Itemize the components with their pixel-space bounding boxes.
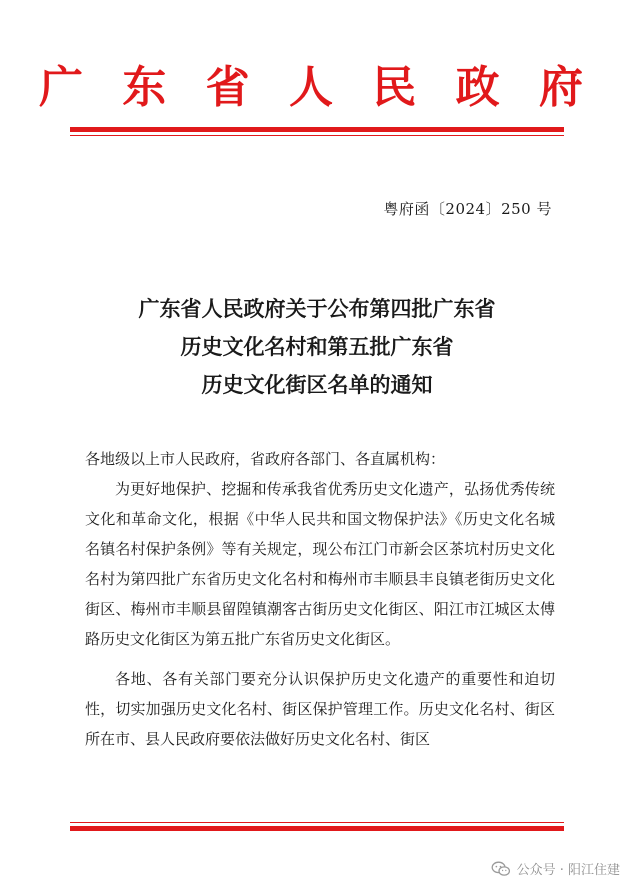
watermark-text: 公众号 · 阳江住建 — [516, 863, 620, 878]
wechat-watermark — [491, 859, 620, 878]
document-number: 粤府函〔2024〕250 号 — [383, 200, 552, 218]
body-paragraph-2: 各地、各有关部门要充分认识保护历史文化遗产的重要性和迫切性，切实加强历史文化名村、街区保护管理工作。历史文化名村、街区所在市、县人民政府要依法做好历史文化名村、街区 — [85, 670, 555, 748]
title-line: 广东省人民政府关于公布第四批广东省 — [138, 296, 496, 321]
masthead-title: 广 东 省 人 民 政 府 — [39, 62, 595, 113]
footer-red-rule-thick — [70, 826, 564, 831]
wechat-icon — [491, 861, 511, 877]
document-title — [0, 290, 634, 404]
body-paragraph-1: 为更好地保护、挖掘和传承我省优秀历史文化遗产，弘扬优秀传统文化和革命文化，根据《中华人民共和国文物保护法》《历史文化名城名镇名村保护条例》等有关规定，现公布江门市新会区茶坑村历史文化名村为第四批广东省历史文化名村和梅州市丰顺县丰良镇老街历史文化街区、梅州市丰顺县留隍镇潮客古街历史文化街区、阳江市江城区太傅路历史文化街区为第五批广东省历史文化街区。 — [85, 480, 555, 648]
title-line: 历史文化街区名单的通知 — [201, 372, 433, 397]
header-red-rule-thick — [70, 127, 564, 132]
salutation: 各地级以上市人民政府，省政府各部门、各直属机构： — [85, 450, 446, 468]
title-line: 历史文化名村和第五批广东省 — [180, 334, 454, 359]
header-red-rule-thin — [70, 135, 564, 136]
footer-red-rule-thin — [70, 822, 564, 823]
document-body — [85, 444, 555, 754]
